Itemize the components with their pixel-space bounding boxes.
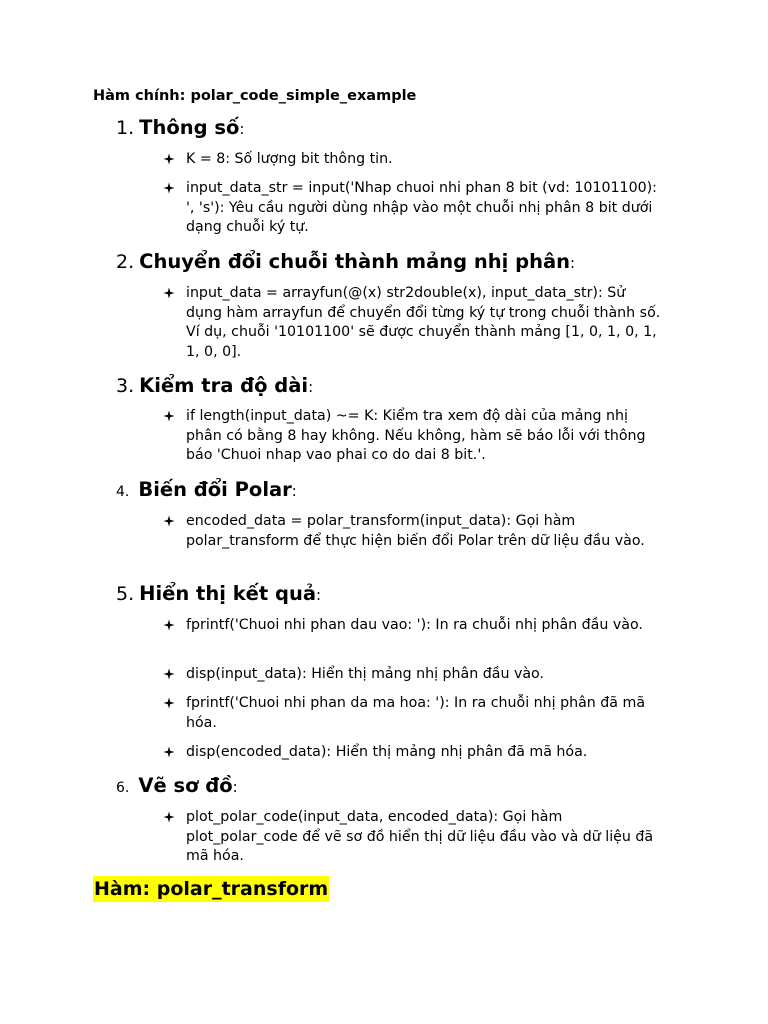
diamond-bullet-icon [163,811,175,823]
section-heading-5 [116,581,321,608]
page-title: Hàm chính: polar_code_simple_example [93,88,417,104]
list-item-text: input_data = arrayfun(@(x) str2double(x), input_data_str): Sử dụng hàm arrayfun để chuyển đổi từng ký tự trong chuỗi thành số. Ví dụ, chuỗi '10101100' sẽ được chuyển thành mảng [1, 0, 1, 0, 1, 1, 0, 0]. [186,285,661,360]
diamond-bullet-icon [163,153,175,165]
section-colon: : [308,378,314,396]
list-item [163,512,663,551]
section-heading-6 [116,773,238,801]
section-number: 2. [116,251,135,273]
section-number: 3. [116,375,135,397]
list-item-text: plot_polar_code(input_data, encoded_data): Gọi hàm plot_polar_code để vẽ sơ đồ hiển thị dữ liệu đầu vào và dữ liệu đã mã hóa. [186,809,654,865]
diamond-bullet-icon [163,410,175,422]
section-heading-2 [116,249,575,276]
section-colon: : [291,482,297,500]
section-title: Biến đổi Polar [138,478,292,501]
list-item-text: fprintf('Chuoi nhi phan da ma hoa: '): In ra chuỗi nhị phân đã mã hóa. [186,695,646,731]
section-heading-4 [116,477,297,505]
section-title: Kiểm tra độ dài [139,374,309,397]
diamond-bullet-icon [163,515,175,527]
list-item [163,150,663,170]
section-colon: : [316,586,322,604]
section-title: Vẽ sơ đồ [138,774,233,797]
diamond-bullet-icon [163,182,175,194]
section-title: Chuyển đổi chuỗi thành mảng nhị phân [139,250,570,273]
list-item [163,808,663,867]
list-item-text: fprintf('Chuoi nhi phan dau vao: '): In ra chuỗi nhị phân đầu vào. [186,617,643,633]
section-title: Hiển thị kết quả [139,582,317,605]
diamond-bullet-icon [163,697,175,709]
list-item [163,179,663,238]
section-number: 1. [116,117,135,139]
list-item [163,616,663,636]
list-item-text: input_data_str = input('Nhap chuoi nhi phan 8 bit (vd: 10101100): ', 's'): Yêu cầu người dùng nhập vào một chuỗi nhị phân 8 bit dưới dạng chuỗi ký tự. [186,180,657,236]
section-number: 6. [116,780,130,796]
list-item [163,407,663,466]
section-heading-3 [116,373,313,400]
section-title: Thông số [139,116,240,139]
diamond-bullet-icon [163,668,175,680]
highlighted-section-heading: Hàm: polar_transform [94,878,329,900]
section-number: 5. [116,583,135,605]
list-item-text: disp(input_data): Hiển thị mảng nhị phân đầu vào. [186,666,544,682]
section-colon: : [232,778,238,796]
list-item-text: K = 8: Số lượng bit thông tin. [186,151,393,167]
section-heading-1 [116,115,244,142]
diamond-bullet-icon [163,619,175,631]
diamond-bullet-icon [163,746,175,758]
section-number: 4. [116,484,130,500]
list-item-text: if length(input_data) ~= K: Kiểm tra xem độ dài của mảng nhị phân có bằng 8 hay không. Nếu không, hàm sẽ báo lỗi với thông báo 'Chuoi nhap vao phai co do dai 8 bit.'. [186,408,646,464]
list-item [163,743,663,763]
section-colon: : [239,120,245,138]
section-colon: : [570,254,576,272]
list-item [163,694,663,733]
list-item [163,665,663,685]
list-item [163,284,663,362]
list-item-text: encoded_data = polar_transform(input_data): Gọi hàm polar_transform để thực hiện biến đổi Polar trên dữ liệu đầu vào. [186,513,645,549]
diamond-bullet-icon [163,287,175,299]
list-item-text: disp(encoded_data): Hiển thị mảng nhị phân đã mã hóa. [186,744,588,760]
